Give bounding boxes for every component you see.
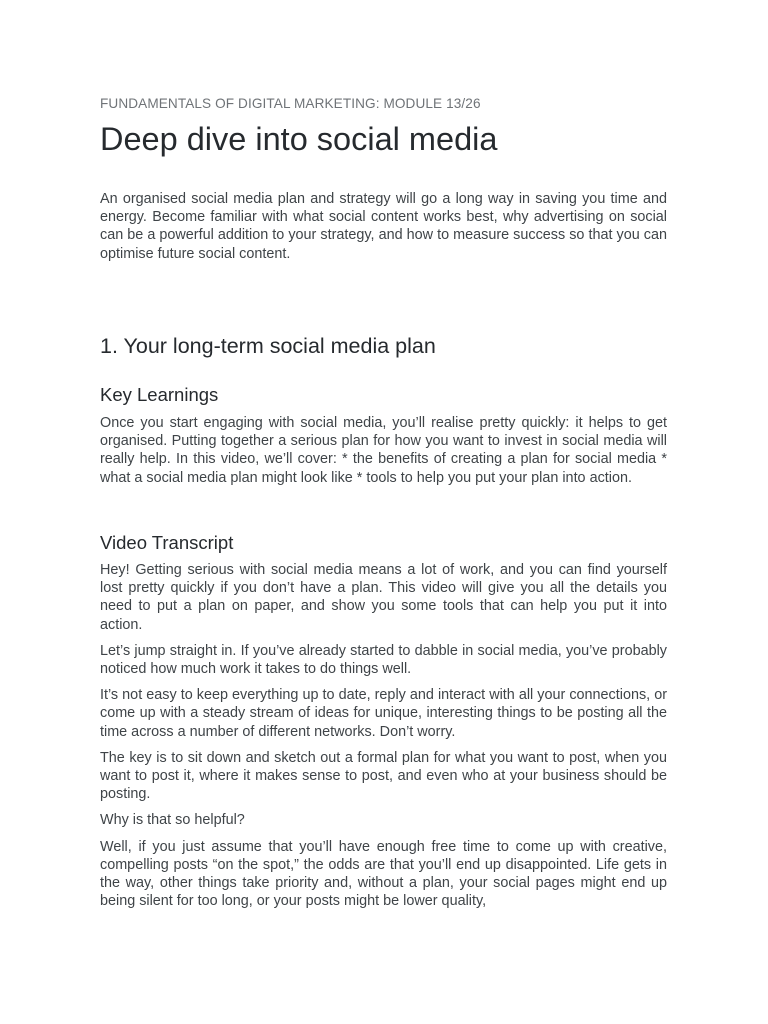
key-learnings-paragraph: Once you start engaging with social media, you’ll realise pretty quickly: it helps to get organised. Putting together a serious plan for how you want to invest in social media will really help. In this video, we’ll cover: * the benefits of creating a plan for social media * what a social media plan might look like * tools to help you put your plan into action.	[100, 415, 667, 486]
transcript-paragraph: Why is that so helpful?	[100, 812, 245, 829]
section-heading: 1. Your long-term social media plan	[100, 334, 436, 358]
key-learnings-section	[100, 414, 667, 495]
transcript-paragraph: Hey! Getting serious with social media means a lot of work, and you can find yourself lost pretty quickly if you don’t have a plan. This video will give you all the details you need to put a plan on paper, and show you some tools that can help you put it into action.	[100, 562, 667, 633]
module-label: FUNDAMENTALS OF DIGITAL MARKETING: MODULE 13/26	[100, 96, 481, 111]
video-transcript-heading: Video Transcript	[100, 532, 234, 553]
transcript-paragraph: Let’s jump straight in. If you’ve already started to dabble in social media, you’ve probably noticed how much work it takes to do things well.	[100, 642, 667, 678]
intro-section	[100, 190, 667, 271]
video-transcript-section	[100, 561, 667, 918]
transcript-paragraph: It’s not easy to keep everything up to date, reply and interact with all your connections, or come up with a steady stream of ideas for unique, interesting things to be posting all the time across a number of different networks. Don’t worry.	[100, 687, 667, 740]
intro-paragraph: An organised social media plan and strategy will go a long way in saving you time and energy. Become familiar with what social content works best, why advertising on social can be a powerful addition to your strategy, and how to measure success so that you can optimise future social content.	[100, 191, 667, 262]
transcript-paragraph: The key is to sit down and sketch out a formal plan for what you want to post, when you want to post it, where it makes sense to post, and even who at your business should be posting.	[100, 749, 667, 803]
page-title: Deep dive into social media	[100, 121, 498, 157]
key-learnings-heading: Key Learnings	[100, 384, 219, 405]
transcript-paragraph: Well, if you just assume that you’ll have enough free time to come up with creative, compelling posts “on the spot,” the odds are that you’ll end up disappointed. Life gets in the way, other things take priority and, without a plan, your social pages might end up being silent for too long, or your posts might be lower quality,	[100, 838, 667, 910]
